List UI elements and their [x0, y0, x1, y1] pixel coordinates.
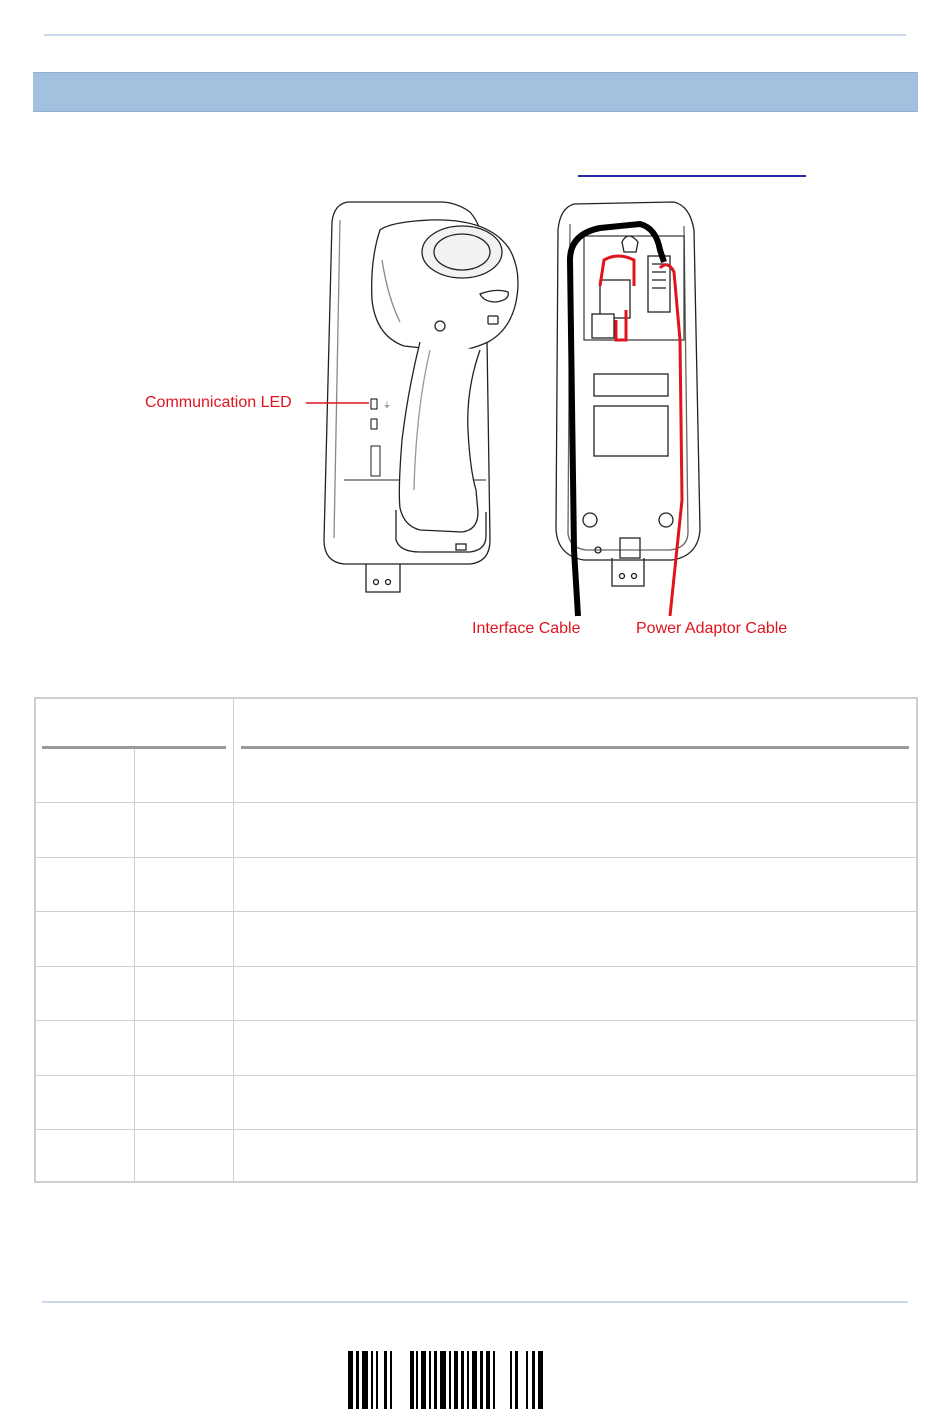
barcode-icon [346, 1351, 546, 1411]
scanner-in-cradle [324, 202, 518, 592]
hyperlink-underline[interactable] [578, 175, 806, 177]
communication-led-label: Communication LED [145, 394, 292, 411]
table-header-col1 [36, 699, 232, 749]
header-rule [44, 34, 906, 36]
row-divider [36, 911, 916, 912]
row-divider [36, 857, 916, 858]
row-divider [36, 802, 916, 803]
column-divider [233, 699, 234, 1181]
led-status-table [34, 697, 918, 1183]
header-underline-right [241, 746, 909, 749]
row-divider [36, 1129, 916, 1130]
row-divider [36, 1075, 916, 1076]
footer-rule [42, 1301, 908, 1303]
cradle-figure [0, 190, 950, 650]
row-divider [36, 966, 916, 967]
cradle-illustration [0, 190, 950, 650]
interface-cable-label: Interface Cable [472, 620, 581, 637]
svg-text:⏚: ⏚ [383, 401, 391, 410]
column-divider [134, 749, 135, 1181]
section-title-bar [33, 72, 918, 112]
row-divider [36, 1020, 916, 1021]
power-adaptor-cable-label: Power Adaptor Cable [636, 620, 788, 637]
table-header-col2 [234, 699, 916, 749]
